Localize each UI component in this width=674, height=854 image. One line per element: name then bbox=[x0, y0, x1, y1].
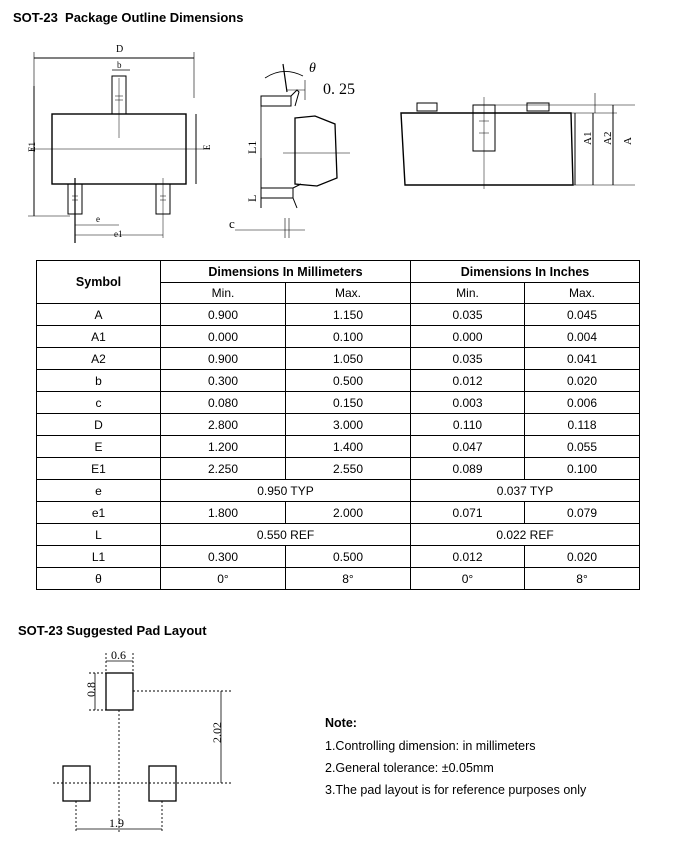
table-cell: 0.004 bbox=[525, 326, 640, 348]
table-cell: 1.800 bbox=[161, 502, 286, 524]
table-cell: 1.050 bbox=[286, 348, 411, 370]
table-cell: 0.020 bbox=[525, 370, 640, 392]
mm-header: Dimensions In Millimeters bbox=[161, 261, 411, 283]
label-e1: e1 bbox=[114, 229, 123, 239]
table-cell: A1 bbox=[37, 326, 161, 348]
table-cell: 0.118 bbox=[525, 414, 640, 436]
table-cell: A bbox=[37, 304, 161, 326]
table-cell: 0.089 bbox=[411, 458, 525, 480]
label-E1: E1 bbox=[27, 142, 37, 152]
symbol-header: Symbol bbox=[37, 261, 161, 304]
table-cell: 0.071 bbox=[411, 502, 525, 524]
table-cell: 0.035 bbox=[411, 304, 525, 326]
table-cell: 1.200 bbox=[161, 436, 286, 458]
table-row bbox=[37, 392, 640, 414]
table-row bbox=[37, 304, 640, 326]
label-theta-value: 0. 25 bbox=[323, 81, 355, 98]
table-cell: 0.012 bbox=[411, 370, 525, 392]
label-L1: L1 bbox=[245, 140, 259, 154]
table-cell: 0.055 bbox=[525, 436, 640, 458]
front-view-drawing bbox=[395, 85, 640, 195]
note-title: Note: bbox=[325, 716, 357, 730]
table-cell: 0.300 bbox=[161, 370, 286, 392]
table-cell: 0.300 bbox=[161, 546, 286, 568]
pad-width-label: 0.6 bbox=[111, 648, 126, 662]
table-cell: 2.550 bbox=[286, 458, 411, 480]
label-E: E bbox=[202, 144, 212, 150]
table-cell: 0° bbox=[411, 568, 525, 590]
table-cell: 0.900 bbox=[161, 348, 286, 370]
note-line: 2.General tolerance: ±0.05mm bbox=[325, 761, 494, 775]
label-e: e bbox=[96, 214, 100, 224]
table-row bbox=[37, 480, 640, 502]
table-cell: 2.800 bbox=[161, 414, 286, 436]
page-title: SOT-23 Package Outline Dimensions bbox=[13, 10, 244, 25]
table-cell: A2 bbox=[37, 348, 161, 370]
note-line: 1.Controlling dimension: in millimeters bbox=[325, 739, 536, 753]
table-cell: 0.003 bbox=[411, 392, 525, 414]
table-cell: e1 bbox=[37, 502, 161, 524]
table-cell: θ bbox=[37, 568, 161, 590]
table-cell: e bbox=[37, 480, 161, 502]
table-row bbox=[37, 348, 640, 370]
table-cell: 0.020 bbox=[525, 546, 640, 568]
table-row bbox=[37, 502, 640, 524]
note-block bbox=[325, 716, 586, 805]
table-cell: E1 bbox=[37, 458, 161, 480]
table-cell: 0.022 REF bbox=[411, 524, 640, 546]
table-cell: L1 bbox=[37, 546, 161, 568]
pad-span-horizontal-label: 1.9 bbox=[109, 816, 124, 830]
table-row bbox=[37, 436, 640, 458]
label-L: L bbox=[245, 194, 259, 202]
table-cell: L bbox=[37, 524, 161, 546]
table-cell: c bbox=[37, 392, 161, 414]
table-cell: 0.950 TYP bbox=[161, 480, 411, 502]
table-cell: 0.000 bbox=[161, 326, 286, 348]
side-view-drawing bbox=[225, 58, 375, 243]
dimensions-table bbox=[36, 260, 640, 590]
table-cell: 0.000 bbox=[411, 326, 525, 348]
mm-max-header: Max. bbox=[286, 283, 411, 304]
table-cell: 0.045 bbox=[525, 304, 640, 326]
table-cell: 0.100 bbox=[525, 458, 640, 480]
table-cell: 0.500 bbox=[286, 546, 411, 568]
table-cell: 0.037 TYP bbox=[411, 480, 640, 502]
table-cell: 0.047 bbox=[411, 436, 525, 458]
label-A: A bbox=[622, 137, 634, 145]
pad-layout-title: SOT-23 Suggested Pad Layout bbox=[18, 623, 207, 638]
label-A1: A1 bbox=[582, 131, 594, 145]
table-cell: 0.006 bbox=[525, 392, 640, 414]
table-cell: 1.150 bbox=[286, 304, 411, 326]
table-cell: 3.000 bbox=[286, 414, 411, 436]
label-theta: θ bbox=[309, 61, 316, 76]
table-cell: 8° bbox=[286, 568, 411, 590]
table-row bbox=[37, 458, 640, 480]
pad-layout-drawing bbox=[45, 643, 285, 838]
table-cell: 2.000 bbox=[286, 502, 411, 524]
pad-span-vertical-label: 2.02 bbox=[210, 722, 224, 743]
in-min-header: Min. bbox=[411, 283, 525, 304]
table-cell: 8° bbox=[525, 568, 640, 590]
table-row bbox=[37, 546, 640, 568]
table-cell: 0.012 bbox=[411, 546, 525, 568]
in-header: Dimensions In Inches bbox=[411, 261, 640, 283]
label-c: c bbox=[229, 216, 235, 231]
table-cell: 0.041 bbox=[525, 348, 640, 370]
note-line: 3.The pad layout is for reference purposes only bbox=[325, 783, 587, 797]
table-row bbox=[37, 414, 640, 436]
label-D: D bbox=[116, 44, 124, 55]
table-cell: 0.079 bbox=[525, 502, 640, 524]
table-cell: 0.100 bbox=[286, 326, 411, 348]
table-cell: 0° bbox=[161, 568, 286, 590]
label-b: b bbox=[117, 60, 122, 70]
table-cell: D bbox=[37, 414, 161, 436]
table-cell: 0.550 REF bbox=[161, 524, 411, 546]
table-row bbox=[37, 370, 640, 392]
table-cell: b bbox=[37, 370, 161, 392]
table-cell: E bbox=[37, 436, 161, 458]
table-row bbox=[37, 524, 640, 546]
top-view-drawing bbox=[20, 38, 220, 243]
table-cell: 0.900 bbox=[161, 304, 286, 326]
table-row bbox=[37, 568, 640, 590]
table-cell: 0.110 bbox=[411, 414, 525, 436]
table-cell: 0.035 bbox=[411, 348, 525, 370]
table-row bbox=[37, 326, 640, 348]
table-cell: 0.150 bbox=[286, 392, 411, 414]
mm-min-header: Min. bbox=[161, 283, 286, 304]
pad-height-label: 0.8 bbox=[84, 682, 98, 697]
in-max-header: Max. bbox=[525, 283, 640, 304]
table-cell: 0.080 bbox=[161, 392, 286, 414]
table-cell: 1.400 bbox=[286, 436, 411, 458]
table-cell: 0.500 bbox=[286, 370, 411, 392]
table-cell: 2.250 bbox=[161, 458, 286, 480]
label-A2: A2 bbox=[602, 131, 614, 145]
